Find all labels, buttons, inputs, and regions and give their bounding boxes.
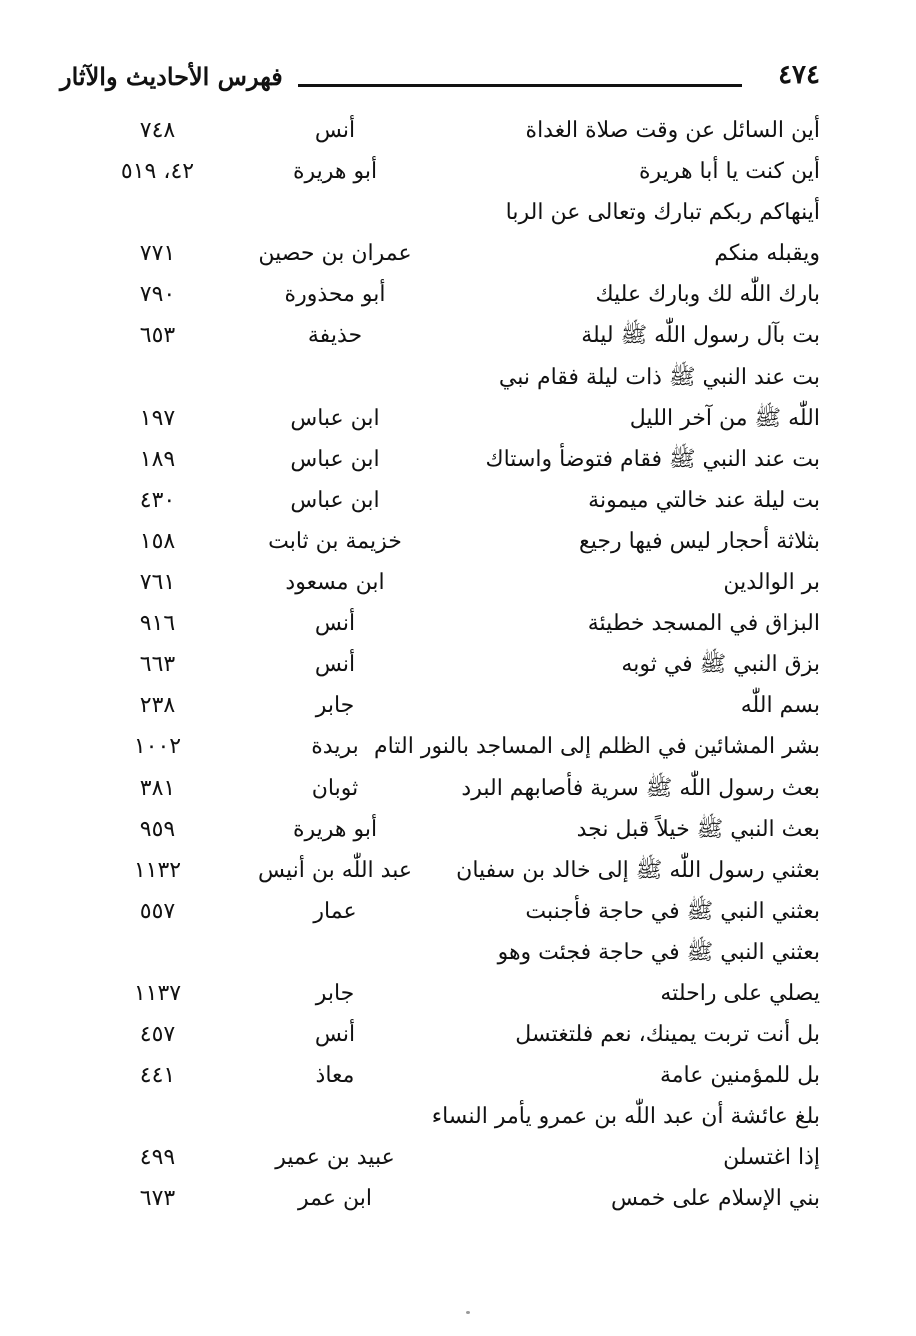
index-row [60,603,830,644]
narrator-name: عمران بن حصين [258,241,412,267]
index-row [60,685,830,726]
hadith-text: بني الإسلام على خمس [610,1186,820,1212]
reference-number: ٦٥٣ [139,323,176,349]
reference-number: ٤٢، ٥١٩ [120,159,195,185]
index-row [60,233,830,274]
reference-number: ٣٨١ [139,775,176,801]
reference-number: ١١٣٢ [133,857,182,883]
narrator-name: أنس [314,652,356,678]
reference-number: ٩٥٩ [139,816,176,842]
hadith-text: بسم اللّٰه [740,693,820,719]
hadith-text: بارك اللّٰه لك وبارك عليك [595,282,820,308]
hadith-text: البزاق في المسجد خطيئة [587,611,820,637]
index-row [60,521,830,562]
narrator-name: عبيد بن عمير [275,1145,395,1171]
narrator-name: ابن عباس [290,487,380,513]
narrator-name: أبو هريرة [292,159,378,185]
hadith-text: بر الوالدين [723,570,820,596]
index-row [60,1096,830,1137]
reference-number: ١٠٠٢ [133,734,182,760]
index-row [60,480,830,521]
index-row [60,151,830,192]
narrator-name: حذيفة [307,323,363,349]
narrator-name: جابر [315,980,355,1006]
hadith-text: أين السائل عن وقت صلاة الغداة [525,118,820,143]
hadith-text: أينهاكم ربكم تبارك وتعالى عن الربا [505,200,820,226]
index-row [60,110,830,151]
reference-number: ٤٥٧ [139,1022,176,1048]
narrator-name: ابن عمر [298,1186,372,1212]
narrator-name: أنس [314,611,356,637]
index-row [60,1178,830,1219]
hadith-text: بلغ عائشة أن عبد اللّٰه بن عمرو يأمر النساء [431,1104,820,1130]
narrator-name: أنس [314,1022,356,1048]
narrator-name: عبد اللّٰه بن أنيس [258,857,412,883]
reference-number: ٧٧١ [139,241,176,267]
index-row [60,439,830,480]
hadith-text: يصلي على راحلته [660,980,820,1006]
index-row [60,192,830,233]
index-row [60,357,830,398]
hadith-text: إذا اغتسلن [723,1145,820,1171]
hadith-text: اللّٰه ﷺ من آخر الليل [629,405,820,431]
hadith-text: بثلاثة أحجار ليس فيها رجيع [579,528,820,554]
reference-number: ١١٣٧ [133,980,182,1006]
hadith-text: بت عند النبي ﷺ ذات ليلة فقام نبي [498,364,820,390]
reference-number: ٤٤١ [139,1063,176,1089]
scan-speck [466,1311,470,1314]
hadith-text: بزق النبي ﷺ في ثوبه [621,652,820,678]
reference-number: ١٨٩ [139,446,176,472]
index-row [60,274,830,315]
hadith-text: بت ليلة عند خالتي ميمونة [588,487,820,513]
narrator-name: عمار [313,898,357,924]
index-row [60,315,830,356]
hadith-text: بعثني رسول اللّٰه ﷺ إلى خالد بن سفيان [456,857,820,883]
index-row [60,809,830,850]
hadith-text: بعث رسول اللّٰه ﷺ سرية فأصابهم البرد [461,775,820,801]
narrator-name: خزيمة بن ثابت [268,528,402,554]
index-row [60,932,830,973]
reference-number: ٦٧٣ [139,1186,176,1212]
reference-number: ٥٥٧ [139,898,176,924]
reference-number: ٤٩٩ [139,1145,176,1171]
narrator-name: معاذ [315,1063,355,1089]
narrator-name: جابر [315,693,355,719]
page-header [60,58,820,102]
index-row [60,1055,830,1096]
index-row [60,850,830,891]
index-row [60,973,830,1014]
narrator-name: ابن عباس [290,446,380,472]
hadith-text: بعثني النبي ﷺ في حاجة فأجنبت [525,898,820,924]
index-row [60,768,830,809]
hadith-text: بل أنت تربت يمينك، نعم فلتغتسل [515,1022,820,1048]
hadith-text: ويقبله منكم [714,241,820,267]
hadith-text: بعثني النبي ﷺ في حاجة فجئت وهو [497,939,820,965]
index-row [60,644,830,685]
narrator-name: أبو محذورة [284,282,386,308]
narrator-name: ثوبان [311,775,359,801]
reference-number: ٢٣٨ [139,693,176,719]
reference-number: ٧٩٠ [139,282,176,308]
index-row [60,562,830,603]
hadith-text: بت بآل رسول اللّٰه ﷺ ليلة [581,323,820,349]
reference-number: ٤٣٠ [139,487,176,513]
index-row [60,398,830,439]
hadith-text: بل للمؤمنين عامة [659,1063,820,1089]
reference-number: ١٥٨ [139,528,176,554]
reference-number: ١٩٧ [139,405,176,431]
page-number: ٤٧٤ [778,60,820,90]
header-rule [298,84,742,87]
narrator-name: ابن عباس [290,405,380,431]
index-row [60,1014,830,1055]
narrator-name: بريدة [311,734,359,760]
index-row [60,891,830,932]
hadith-text: بعث النبي ﷺ خيلاً قبل نجد [576,816,820,842]
narrator-name: ابن مسعود [285,570,385,596]
hadith-text: أين كنت يا أبا هريرة [639,159,820,185]
reference-number: ٦٦٣ [139,652,176,678]
reference-number: ٩١٦ [139,611,176,637]
narrator-name: أبو هريرة [292,816,378,842]
index-row [60,1137,830,1178]
hadith-text: بشر المشائين في الظلم إلى المساجد بالنور التام [374,734,820,760]
index-table [60,110,830,1220]
running-title: فهرس الأحاديث والآثار [60,62,283,91]
narrator-name: أنس [314,118,356,143]
reference-number: ٧٦١ [139,570,176,596]
index-row [60,726,830,767]
hadith-text: بت عند النبي ﷺ فقام فتوضأ واستاك [485,446,820,472]
reference-number: ٧٤٨ [139,118,176,143]
